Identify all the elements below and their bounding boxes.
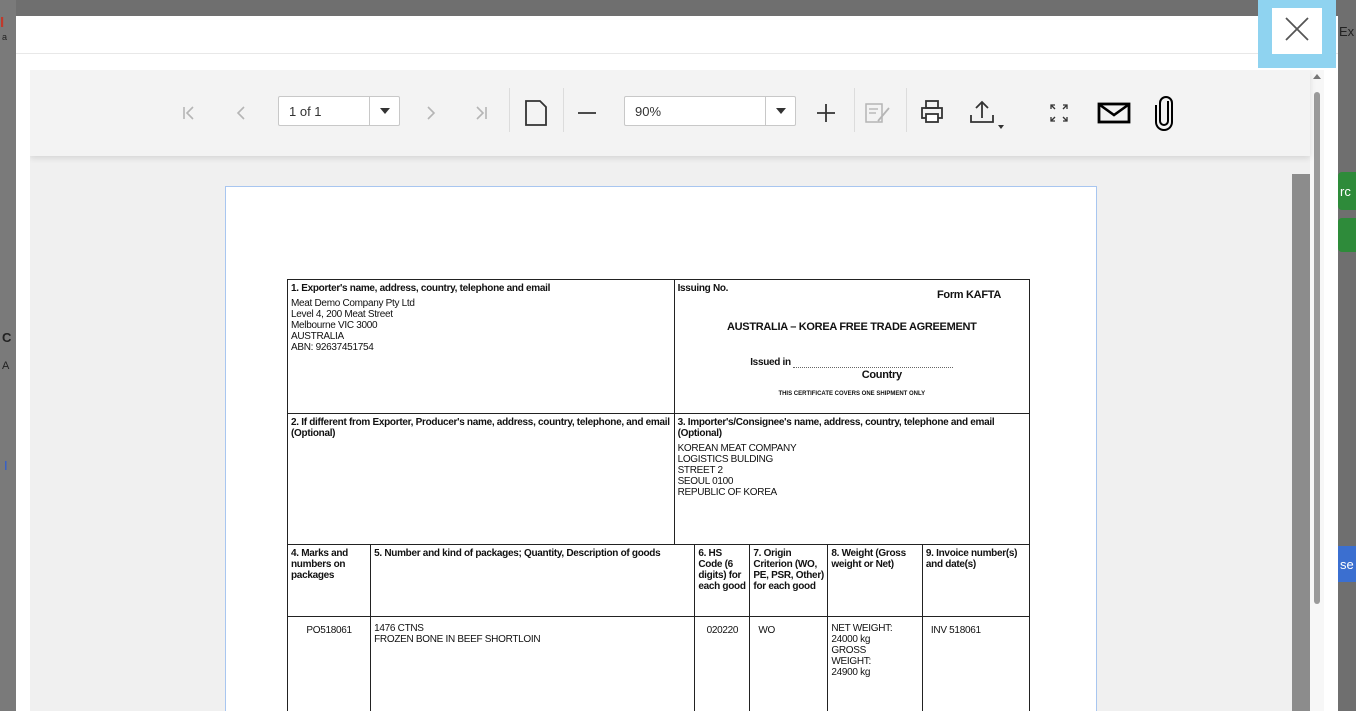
background-text-fragment: se xyxy=(1340,557,1354,572)
importer-heading: 3. Importer's/Consignee's name, address, country, telephone and email (Optional) xyxy=(677,417,995,439)
cell-hs-code: 020220 xyxy=(695,617,750,711)
cell-origin: WO xyxy=(750,617,828,711)
cell-goods: 1476 CTNS FROZEN BONE IN BEEF SHORTLOIN xyxy=(371,617,695,711)
email-icon[interactable] xyxy=(1094,98,1134,128)
cell-marks: PO518061 xyxy=(288,617,371,711)
country-label: Country xyxy=(861,369,902,381)
column-header-goods: 5. Number and kind of packages; Quantity, Description of goods xyxy=(371,545,695,617)
background-text-fragment: I xyxy=(0,14,5,31)
zoom-in-icon[interactable] xyxy=(811,98,841,128)
toolbar-separator xyxy=(509,88,510,132)
column-header-marks: 4. Marks and numbers on packages xyxy=(288,545,371,617)
agreement-title: AUSTRALIA – KOREA FREE TRADE AGREEMENT xyxy=(727,321,977,333)
issuing-number-label: Issuing No. xyxy=(677,283,729,294)
chevron-down-icon[interactable] xyxy=(765,97,795,125)
background-button xyxy=(1338,218,1356,252)
pdf-page xyxy=(225,186,1097,711)
background-text-fragment: Ex xyxy=(1339,24,1355,39)
background-text-fragment: I xyxy=(4,458,8,473)
background-text-fragment: rc xyxy=(1340,184,1351,199)
pdf-viewer xyxy=(30,70,1324,711)
attachment-icon[interactable] xyxy=(1150,92,1180,134)
shipment-note: THIS CERTIFICATE COVERS ONE SHIPMENT ONLY xyxy=(778,391,926,397)
close-icon[interactable] xyxy=(1283,15,1311,48)
producer-box xyxy=(288,414,675,545)
toolbar-separator xyxy=(854,88,855,132)
scrollbar-thumb[interactable] xyxy=(1314,92,1320,604)
fullscreen-icon[interactable] xyxy=(1044,98,1074,128)
issued-in-field xyxy=(793,367,953,368)
page-number-select[interactable] xyxy=(278,96,400,126)
column-header-hs-code: 6. HS Code (6 digits) for each good xyxy=(695,545,750,617)
cell-invoice: INV 518061 xyxy=(922,617,1029,711)
next-page-icon[interactable] xyxy=(418,100,444,126)
exporter-box xyxy=(288,280,675,414)
importer-details: KOREAN MEAT COMPANY LOGISTICS BULDING STREET 2 SEOUL 0100 REPUBLIC OF KOREA xyxy=(677,443,797,498)
print-icon[interactable] xyxy=(916,96,948,128)
exporter-details: Meat Demo Company Pty Ltd Level 4, 200 Meat Street Melbourne VIC 3000 AUSTRALIA ABN: 92637451754 xyxy=(291,298,415,353)
page-number-value: 1 of 1 xyxy=(289,103,322,119)
background-text-fragment: C xyxy=(2,330,12,345)
issuing-box xyxy=(674,280,1029,414)
export-icon[interactable] xyxy=(966,96,1010,132)
viewer-side-panel xyxy=(1292,174,1310,711)
toolbar-separator xyxy=(906,88,907,132)
cell-weight: NET WEIGHT: 24000 kg GROSS WEIGHT: 24900 kg xyxy=(828,617,923,711)
chevron-down-icon[interactable] xyxy=(369,97,399,125)
first-page-icon[interactable] xyxy=(176,100,202,126)
exporter-heading: 1. Exporter's name, address, country, telephone and email xyxy=(291,283,551,294)
page-view-icon[interactable] xyxy=(520,96,552,130)
close-button[interactable] xyxy=(1258,0,1336,68)
kafta-certificate-form xyxy=(287,279,1030,711)
pdf-preview-modal xyxy=(16,16,1338,711)
column-header-weight: 8. Weight (Gross weight or Net) xyxy=(828,545,923,617)
toolbar-separator xyxy=(563,88,564,132)
close-button-inner[interactable] xyxy=(1272,8,1322,54)
zoom-out-icon[interactable] xyxy=(572,98,602,128)
scroll-up-arrow-icon[interactable] xyxy=(1313,74,1321,79)
issued-in-label: Issued in xyxy=(750,357,791,368)
form-name: Form KAFTA xyxy=(936,289,1001,301)
background-text-fragment: A xyxy=(2,360,10,372)
column-header-invoice: 9. Invoice number(s) and date(s) xyxy=(922,545,1029,617)
vertical-scrollbar[interactable] xyxy=(1310,70,1324,711)
pdf-toolbar xyxy=(30,70,1310,156)
background-app xyxy=(0,0,16,711)
background-text-fragment: a xyxy=(2,32,8,42)
zoom-select[interactable] xyxy=(624,96,796,126)
last-page-icon[interactable] xyxy=(468,100,494,126)
column-header-origin: 7. Origin Criterion (WO, PE, PSR, Other) for each good xyxy=(750,545,828,617)
producer-heading: 2. If different from Exporter, Producer's name, address, country, telephone, and email (Optional) xyxy=(291,417,670,439)
modal-header xyxy=(16,16,1338,54)
importer-box xyxy=(674,414,1029,545)
edit-icon[interactable] xyxy=(862,98,894,128)
zoom-value: 90% xyxy=(635,103,662,119)
prev-page-icon[interactable] xyxy=(228,100,254,126)
